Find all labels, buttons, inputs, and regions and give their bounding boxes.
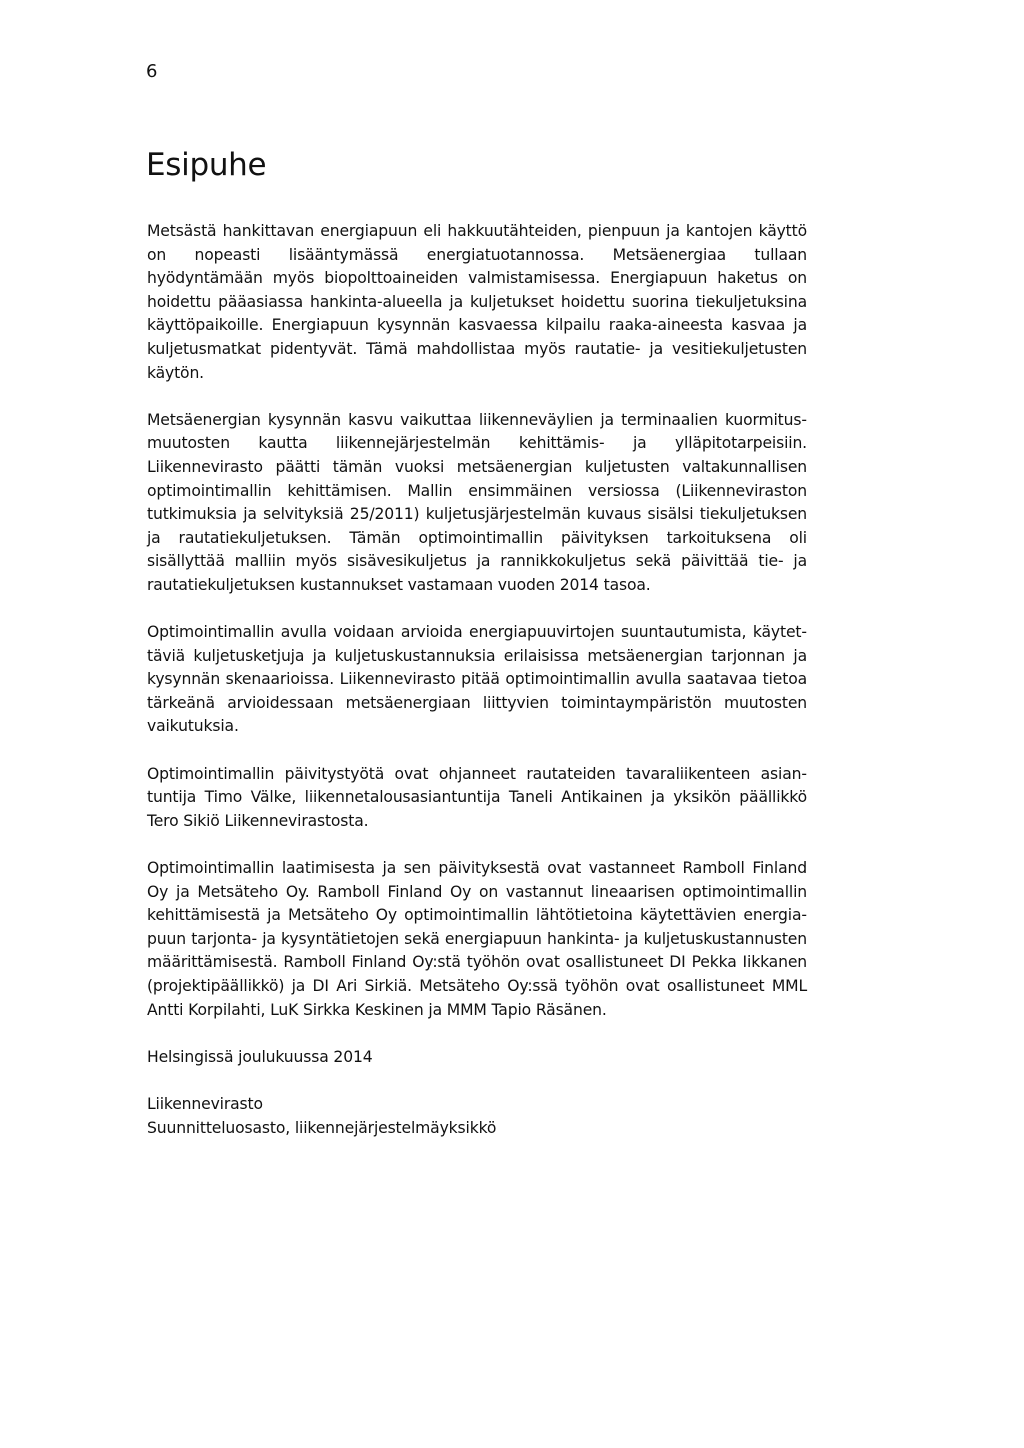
page-title: Esipuhe — [146, 147, 267, 183]
signature-department: Suunnitteluosasto, liikennejärjestelmäyksikkö — [147, 1118, 497, 1137]
paragraph-authors: Optimointimallin laatimisesta ja sen päivityksestä ovat vastanneet Ramboll Finland Oy ja Metsäteho Oy. Ramboll Finland Oy on vastannut lineaarisen optimointimallin kehittämisestä ja Metsäteho Oy optimointimallin lähtötietoina käytettävien energiapuun tarjonta- ja kysyntätietojen sekä energiapuun hankinta- ja kuljetuskustannusten määrittämisestä. Ramboll Finland Oy:stä työhön ovat osallistuneet DI Pekka Iikkanen (projektipäällikkö) ja DI Ari Sirkiä. Metsäteho Oy:ssä työhön ovat osallistuneet MML Antti Korpilahti, LuK Sirkka Keskinen ja MMM Tapio Räsänen. — [147, 859, 807, 1019]
place-date: Helsingissä joulukuussa 2014 — [147, 1047, 373, 1066]
signature-block — [147, 1093, 807, 1140]
paragraph-intro: Metsästä hankittavan energiapuun eli hakkuutähteiden, pienpuun ja kantojen käyttö on nopeasti lisääntymässä energiatuotannossa. Metsäenergiaa tullaan hyödyntämään myös biopolttoaineiden valmistamisessa. Energiapuun haketus on hoidettu pääasiassa hankinta-alueella ja kuljetukset hoidettu suorina tiekuljetuksina käyttöpaikoille. Energiapuun kysynnän kasvaessa kilpailu raaka-aineesta kasvaa ja kuljetusmatkat pidentyvät. Tämä mahdollistaa myös rautatie- ja vesitiekuljetusten käytön. — [147, 222, 807, 382]
paragraph-purpose: Optimointimallin avulla voidaan arvioida energiapuuvirtojen suuntautumista, käytettäviä kuljetusketjuja ja kuljetuskustannuksia erilaisissa metsäenergian tarjonnan ja kysynnän skenaarioissa. Liikennevirasto pitää optimointimallin avulla saatavaa tietoa tärkeänä arvioidessaan metsäenergiaan liittyvien toimintaympäristön muutosten vaikutuksia. — [147, 623, 807, 736]
document-body — [147, 220, 807, 1164]
signature-organization: Liikennevirasto — [147, 1094, 263, 1113]
page-number: 6 — [146, 61, 158, 82]
paragraph-background: Metsäenergian kysynnän kasvu vaikuttaa liikenneväylien ja terminaalien kuormitusmuutosten kautta liikennejärjestelmän kehittämis- ja ylläpitotarpeisiin. Liikennevirasto päätti tämän vuoksi metsäenergian kuljetusten valtakunnallisen optimointimallin kehittämisen. Mallin ensimmäinen versiossa (Liikenneviraston tutkimuksia ja selvityksiä 25/2011) kuljetusjärjestelmän kuvaus sisälsi tiekuljetuksen ja rautatiekuljetuksen. Tämän optimointimallin päivityksen tarkoituksena oli sisällyttää malliin myös sisävesikuljetus ja rannikkokuljetus sekä päivittää tie- ja rautatiekuljetuksen kustannukset vastamaan vuoden 2014 tasoa. — [147, 410, 807, 594]
paragraph-steering: Optimointimallin päivitystyötä ovat ohjanneet rautateiden tavaraliikenteen asiantuntija Timo Välke, liikennetalousasiantuntija Taneli Antikainen ja yksikön päällikkö Tero Sikiö Liikennevirastosta. — [147, 764, 807, 830]
